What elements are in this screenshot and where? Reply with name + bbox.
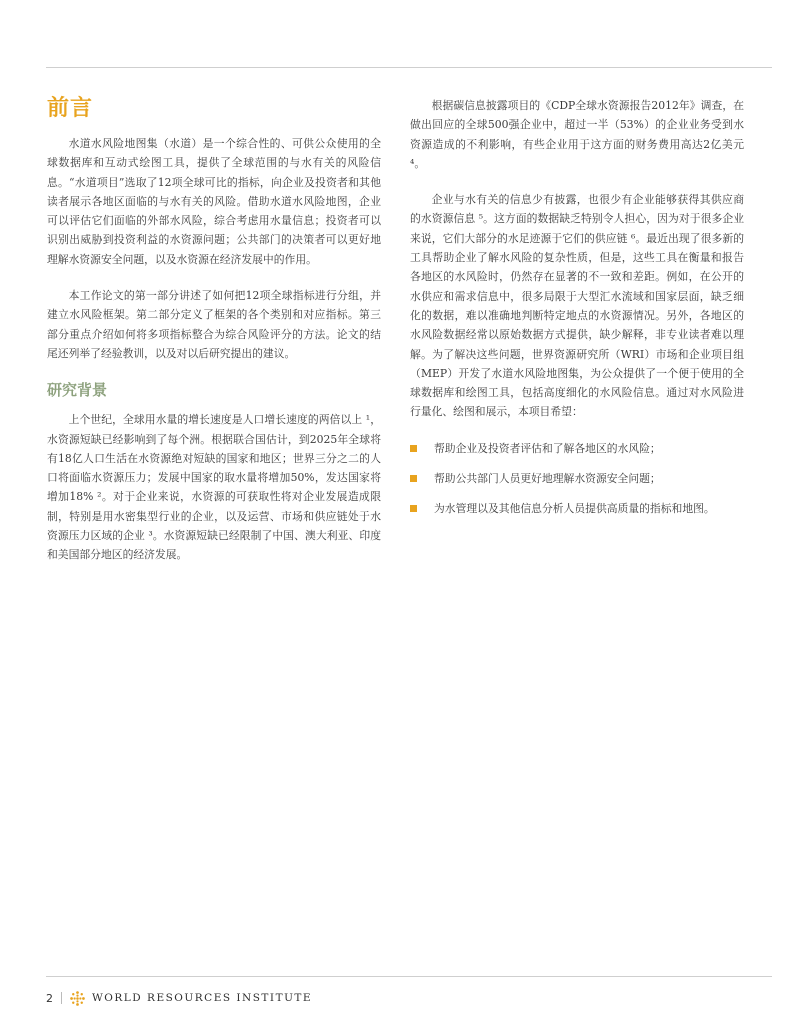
preface-paragraph-1: 水道水风险地图集（水道）是一个综合性的、可供公众使用的全球数据库和互动式绘图工具，提供了全球范围的与水有关的风险信息。“水道项目”选取了12项全球可比的指标，向企业及投资者和其他读者展示各地区面临的与水有关的风险。借助水道水风险地图，企业可以评估它们面临的外部水风险，综合考虑用水量信息；投资者可以识别出威胁到投资利益的水资源问题；公共部门的决策者可以更好地理解水资源安全问题，以及水资源在经济发展中的作用。 [47,137,381,266]
bullet-square-icon [410,445,417,452]
goals-list [410,439,744,519]
background-paragraph-1: 上个世纪，全球用水量的增长速度是人口增长速度的两倍以上 ¹，水资源短缺已经影响到了每个洲。根据联合国估计，到2025年全球将有18亿人口生活在水资源绝对短缺的国家和地区；世界三分之二的人口将面临水资源压力；发展中国家的取水量将增加50%，发达国家将增加18% ²。对于企业来说，水资源的可获取性将对企业发展造成限制，特别是用水密集型行业的企业，以及运营、市场和供应链处于水资源压力区域的企业 ³。水资源短缺已经限制了中国、澳大利亚、印度和美国部分地区的经济发展。 [47,413,381,562]
disclosure-paragraph: 企业与水有关的信息少有披露，也很少有企业能够获得其供应商的水资源信息 ⁵。这方面的数据缺乏特别令人担心，因为对于很多企业来说，它们大部分的水足迹源于它们的供应链 ⁶。最近出现了很多新的工具帮助企业了解水风险的复杂性质，但是，这些工具在衡量和报告各地区的水风险时，仍然存在显著的不一致和差距。例如，在公开的水供应和需求信息中，很多局限于大型汇水流域和国家层面，缺乏细化的数据，难以准确地判断特定地点的水资源情况。另外，各地区的水风险数据经常以原始数据方式提供，缺少解释，非专业读者难以理解。为了解决这些问题，世界资源研究所（WRI）市场和企业项目组（MEP）开发了水道水风险地图集，为公众提供了一个便于使用的全球数据库和绘图工具，包括高度细化的水风险信息。通过对水风险进行量化、绘图和展示，本项目希望： [410,193,744,419]
list-item-text: 帮助公共部门人员更好地理解水资源安全问题； [434,472,661,486]
list-item-text: 为水管理以及其他信息分析人员提供高质量的指标和地图。 [434,502,715,516]
page-number: 2 [46,991,53,1005]
section-heading-preface: 前言 [47,96,94,121]
list-item-text: 帮助企业及投资者评估和了解各地区的水风险； [434,441,661,455]
left-column [47,96,381,582]
right-column [410,96,744,530]
bullet-square-icon [410,505,417,512]
footer-separator [61,992,62,1004]
list-item [410,469,744,488]
list-item [410,439,744,458]
cdp-paragraph: 根据碳信息披露项目的《CDP全球水资源报告2012年》调查，在做出回应的全球500强企业中，超过一半（53%）的企业业务受到水资源造成的不利影响，有些企业用于这方面的财务费用高达2亿美元 ⁴。 [410,99,744,170]
footer-divider [46,976,772,977]
header-divider [46,67,772,68]
organization-name: WORLD RESOURCES INSTITUTE [92,992,313,1004]
bullet-square-icon [410,475,417,482]
wri-logo-icon [69,990,86,1007]
page-footer [46,990,312,1006]
preface-paragraph-2: 本工作论文的第一部分讲述了如何把12项全球指标进行分组，并建立水风险框架。第二部分定义了框架的各个类别和对应指标。第三部分重点介绍如何将多项指标整合为综合风险评分的方法。论文的结尾还列举了经验教训，以及对以后研究提出的建议。 [47,289,381,360]
section-heading-background: 研究背景 [47,381,108,400]
list-item [410,499,744,518]
